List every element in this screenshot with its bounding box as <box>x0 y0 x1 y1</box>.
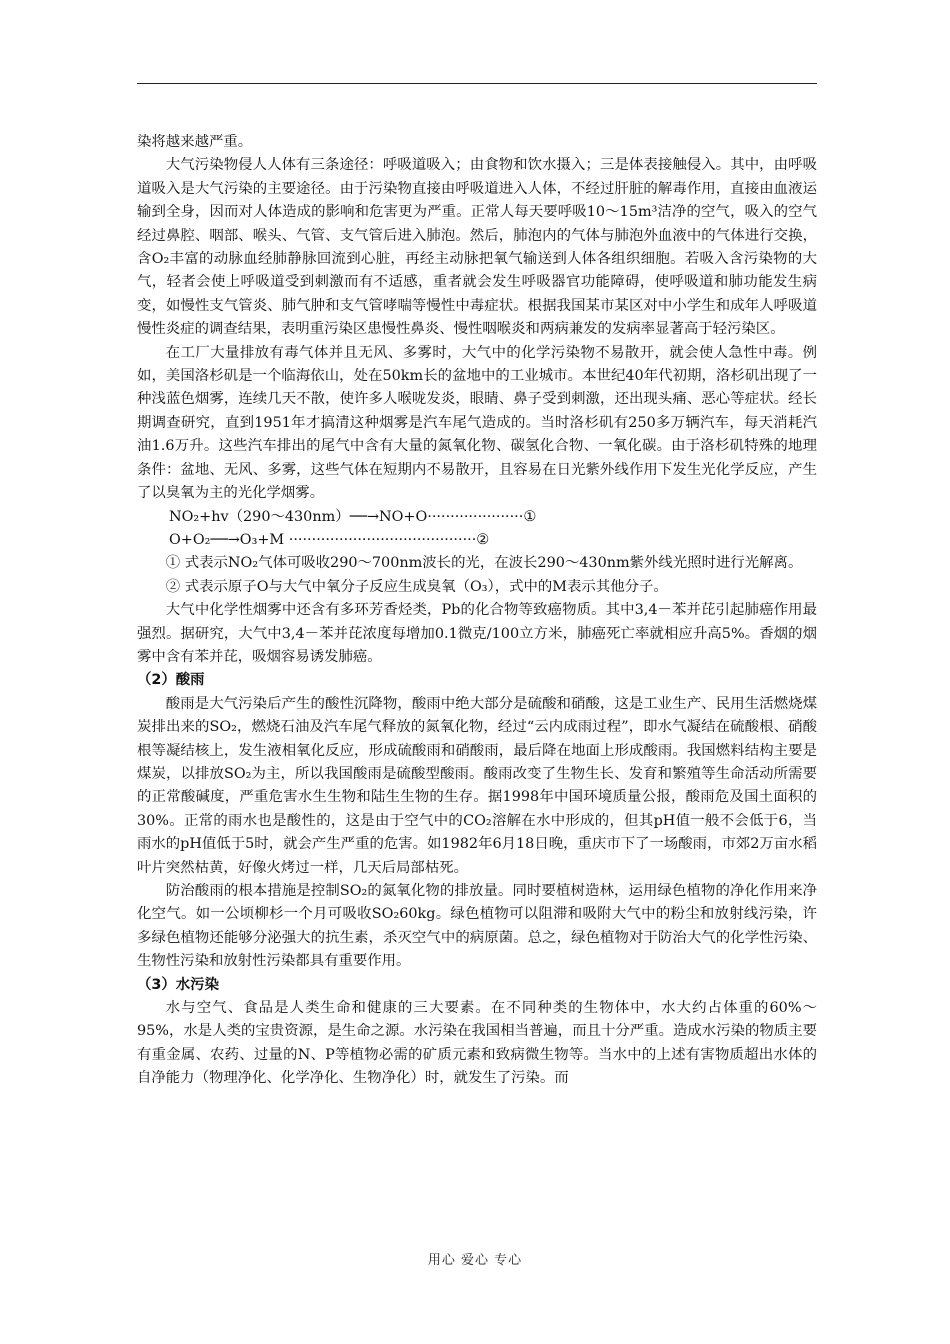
body-paragraph: 在工厂大量排放有毒气体并且无风、多雾时，大气中的化学污染物不易散开，就会使人急性中毒。例如，美国洛杉矶是一个临海依山，处在50km长的盆地中的工业城市。本世纪40年代初期，洛杉矶出现了一种浅蓝色烟雾，连续几天不散，使许多人喉咙发炎，眼睛、鼻子受到刺激，还出现头痛、恶心等症状。经长期调查研究，直到1951年才搞清这种烟雾是汽车尾气造成的。当时洛杉矶有250多万辆汽车，每天消耗汽油1.6万升。这些汽车排出的尾气中含有大量的氮氧化物、碳氢化合物、一氧化碳。由于洛杉矶特殊的地理条件：盆地、无风、多雾，这些气体在短期内不易散开，且容易在日光紫外线作用下发生光化学反应，产生了以臭氧为主的光化学烟雾。 <box>137 344 817 502</box>
body-paragraph: ② 式表示原子O与大气中氧分子反应生成臭氧（O₃），式中的M表示其他分子。 <box>165 578 668 595</box>
body-paragraph: 酸雨是大气污染后产生的酸性沉降物，酸雨中绝大部分是硫酸和硝酸，这是工业生产、民用生活燃烧煤炭排出来的SO₂，燃烧石油及汽车尾气释放的氮氧化物，经过“云内成雨过程”，即水气凝结在硫酸根、硝酸根等凝结核上，发生液相氧化反应，形成硫酸雨和硝酸雨，最后降在地面上形成酸雨。我国燃料结构主要是煤炭，以排放SO₂为主，所以我国酸雨是硫酸型酸雨。酸雨改变了生物生长、发育和繁殖等生命活动所需要的正常酸碱度，严重危害水生生物和陆生生物的生存。据1998年中国环境质量公报，酸雨危及国土面积的30%。正常的雨水也是酸性的，这是由于空气中的CO₂溶解在水中形成的，但其pH值一般不会低于6，当雨水的pH值低于5时，就会产生严重的危害。如1982年6月18日晚，重庆市下了一场酸雨，市郊2万亩水稻叶片突然枯黄，好像火烤过一样，几天后局部枯死。 <box>137 695 817 876</box>
body-paragraph: 大气污染物侵人人体有三条途径：呼吸道吸入；由食物和饮水摄入；三是体表接触侵入。其中，由呼吸道吸入是大气污染的主要途径。由于污染物直接由呼吸道进入人体，不经过肝脏的解毒作用，直接由血液运输到全身，因而对人体造成的影响和危害更为严重。正常人每天要呼吸10～15m³洁净的空气，吸入的空气经过鼻腔、咽部、喉头、气管、支气管后进入肺泡。然后，肺泡内的气体与肺泡外血液中的气体进行交换，含O₂丰富的动脉血经肺静脉回流到心脏，再经主动脉把氧气输送到人体各组织细胞。若吸入含污染物的大气，轻者会使上呼吸道受到刺激而有不适感，重者就会发生呼吸器官功能障碍，使呼吸道和肺功能发生病变，如慢性支气管炎、肺气肿和支气管哮喘等慢性中毒症状。根据我国某市某区对中小学生和成年人呼吸道慢性炎症的调查结果，表明重污染区患慢性鼻炎、慢性咽喉炎和两病兼发的发病率显著高于轻污染区。 <box>137 157 817 338</box>
body-paragraph: ① 式表示NO₂气体可吸收290～700nm波长的光，在波长290～430nm紫外线光照时进行光解离。 <box>165 555 803 572</box>
body-paragraph: 防治酸雨的根本措施是控制SO₂的氮氧化物的排放量。同时要植树造林，运用绿色植物的净化作用来净化空气。如一公顷柳杉一个月可吸收SO₂60kg。绿色植物可以阻滞和吸附大气中的粉尘和放射线污染，许多绿色植物还能够分泌强大的抗生素，杀灭空气中的病原菌。总之，绿色植物对于防治大气的化学性污染、生物性污染和放射性污染都具有重要作用。 <box>137 883 817 970</box>
body-paragraph: 水与空气、食品是人类生命和健康的三大要素。在不同种类的生物体中，水大约占体重的60%～95%，水是人类的宝贵资源，是生命之源。水污染在我国相当普遍，而且十分严重。造成水污染的物质主要有重金属、农药、过量的N、P等植物必需的矿质元素和致病微生物等。当水中的上述有害物质超出水体的自净能力（物理净化、化学净化、生物净化）时，就发生了污染。而 <box>137 1000 817 1087</box>
section-heading: （3）水污染 <box>137 976 219 993</box>
chemical-equation: O+O₂──→O₃+M ·········································② <box>169 531 490 548</box>
chemical-equation: NO₂+hv（290～430nm）──→NO+O·····················① <box>169 508 537 525</box>
page-footer: 用心 爱心 专心 <box>427 1253 523 1268</box>
section-heading: （2）酸雨 <box>137 672 205 689</box>
body-paragraph: 染将越来越严重。 <box>137 134 253 150</box>
header-rule <box>137 83 817 84</box>
body-paragraph: 大气中化学性烟雾中还含有多环芳香烃类，Pb的化合物等致癌物质。其中3,4－苯并芘引起肺癌作用最强烈。据研究，大气中3,4－苯并芘浓度每增加0.1微克/100立方米，肺癌死亡率就相应升高5%。香烟的烟雾中含有苯并芘，吸烟容易诱发肺癌。 <box>137 602 817 665</box>
document-body <box>137 131 817 1091</box>
